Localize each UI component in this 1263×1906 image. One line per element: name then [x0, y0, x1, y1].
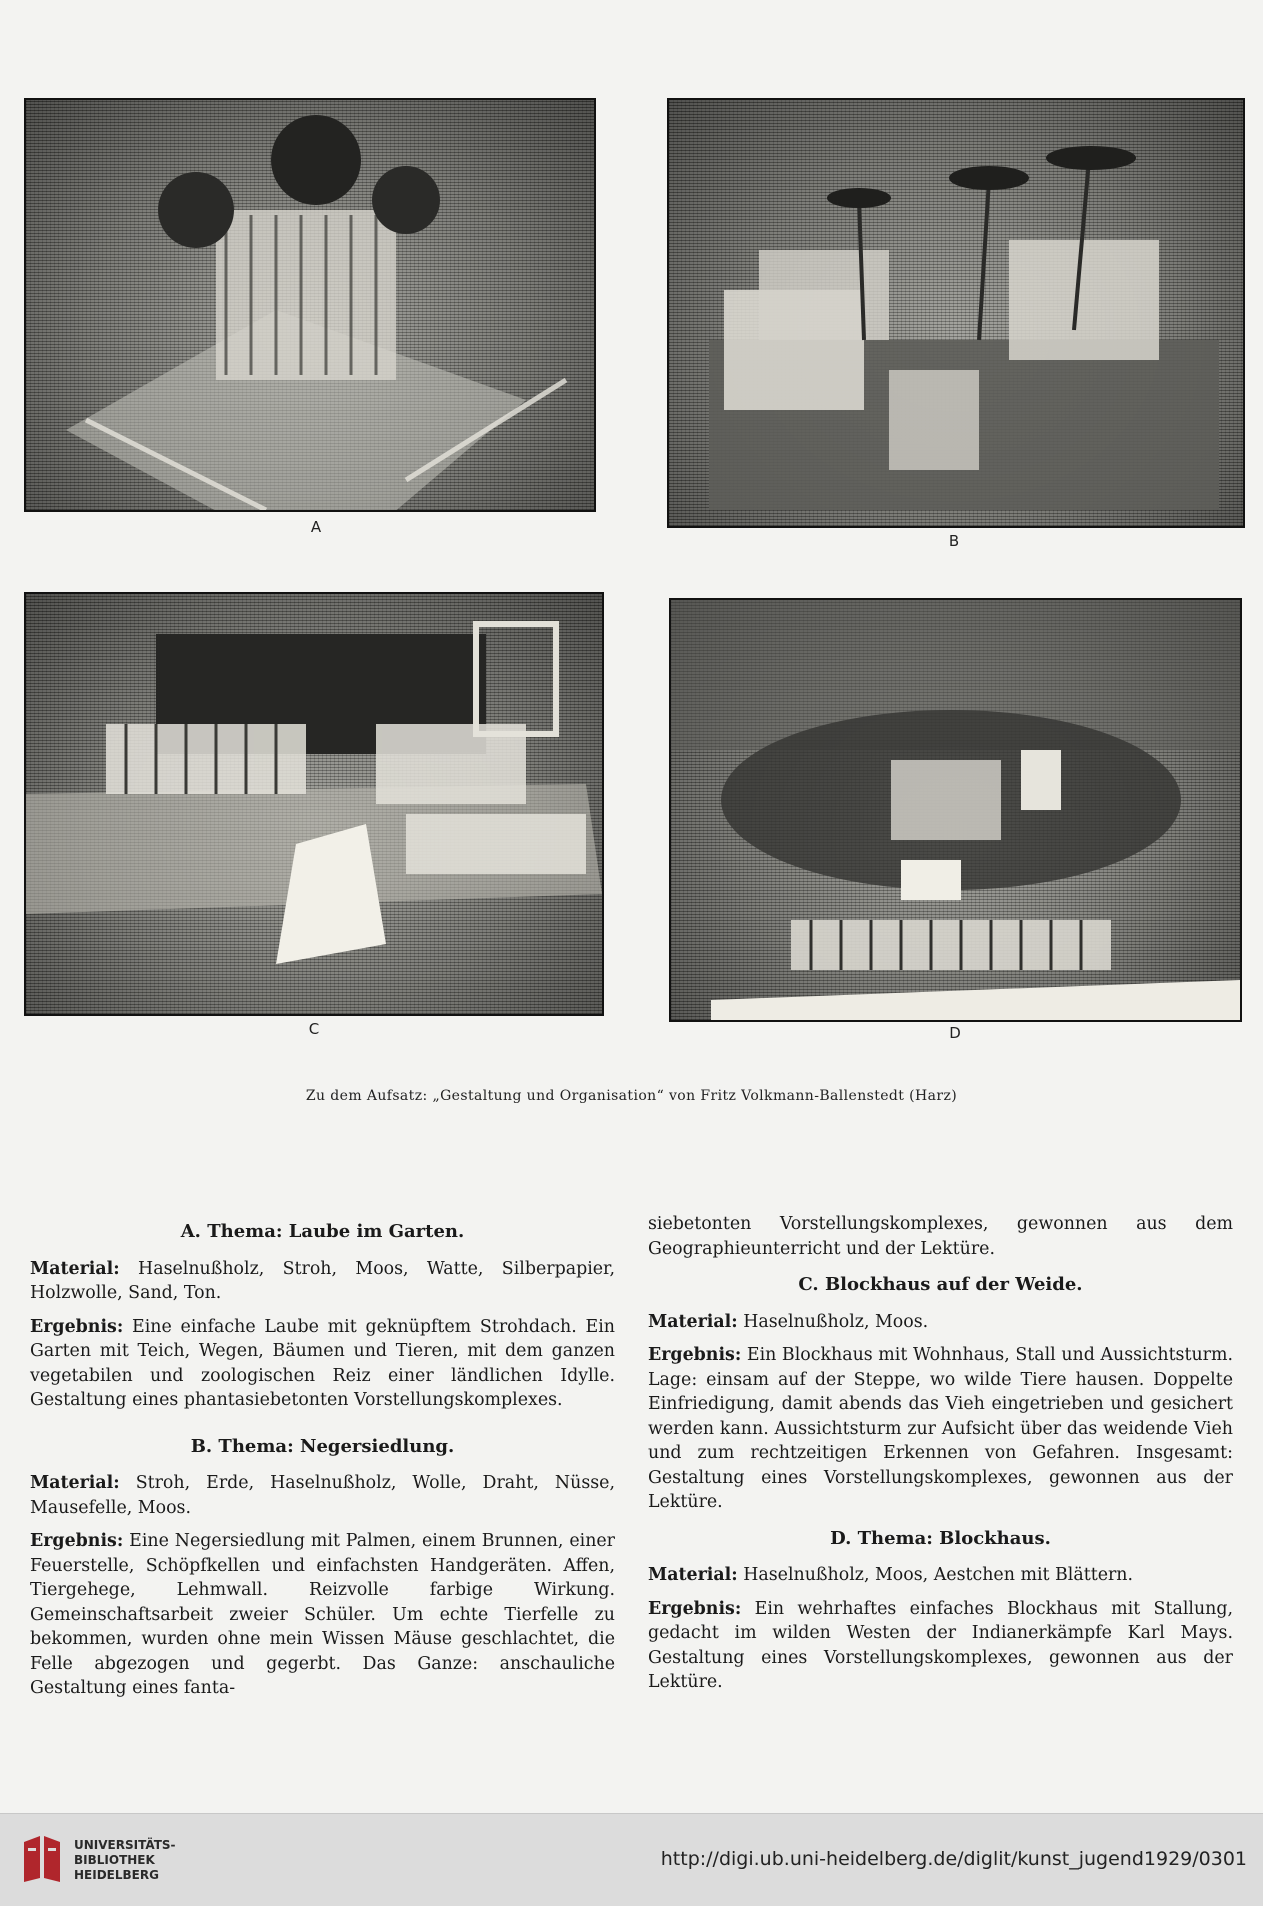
figure-b-illustration [669, 100, 1243, 526]
logo-line-2: BIBLIOTHEK [74, 1853, 155, 1867]
figure-d-illustration [671, 600, 1240, 1020]
section-a-result-text: Eine einfache Laube mit geknüpftem Strohdach. Ein Garten mit Teich, Wegen, Bäumen und Tieren, mit dem ganzen vegetabilen und zoologischen Reiz einer ländlichen Idylle. Gestaltung eines phantasiebetonten Vorstellungskomplexes. [30, 1316, 616, 1410]
logo-line-3: HEIDELBERG [74, 1868, 159, 1882]
section-c-result-text: Ein Blockhaus mit Wohnhaus, Stall und Aussichtsturm. Lage: einsam auf der Steppe, wo wilde Tiere hausen. Doppelte Einfriedigung, damit abends das Vieh eingetrieben und gesichert werden kann. Aussichtsturm zur Aufsicht über das weidende Vieh und zum rechtzeitigen Erkennen von Gefahren. Insgesamt: Gestaltung eines Vorstellungskomplexes, gewonnen aus der Lektüre. [648, 1345, 1233, 1512]
figure-a-illustration [26, 100, 594, 510]
figure-c-photo [24, 592, 604, 1016]
section-a-material-label: Material: [30, 1258, 120, 1279]
section-a-result-label: Ergebnis: [30, 1316, 124, 1337]
figure-b-photo [667, 98, 1245, 528]
section-b-material-text: Stroh, Erde, Haselnußholz, Wolle, Draht, Nüsse, Mausefelle, Moos. [30, 1473, 615, 1518]
logo-line-1: UNIVERSITÄTS- [74, 1838, 176, 1852]
section-d-result-label: Ergebnis: [648, 1598, 742, 1619]
right-column [648, 1212, 1233, 1704]
section-b-result [30, 1529, 615, 1701]
figure-a-photo [24, 98, 596, 512]
section-b-material-label: Material: [30, 1473, 120, 1493]
figure-b-label: B [948, 532, 960, 550]
section-c-material [648, 1310, 1233, 1335]
section-a-result [30, 1315, 615, 1413]
figure-caption: Zu dem Aufsatz: „Gestaltung und Organisation“ von Fritz Volkmann-Ballenstedt (Harz) [305, 1088, 958, 1104]
figure-c-label: C [308, 1020, 320, 1038]
section-c-heading: C. Blockhaus auf der Weide. [798, 1274, 1083, 1295]
footer-bar [0, 1813, 1263, 1906]
section-a-material [30, 1257, 615, 1306]
left-column [30, 1208, 615, 1710]
section-c-result [648, 1343, 1233, 1515]
section-c-result-label: Ergebnis: [648, 1345, 742, 1365]
section-b-material [30, 1471, 615, 1520]
section-c-material-text: Haselnußholz, Moos. [743, 1311, 929, 1332]
permalink-url[interactable]: http://digi.ub.uni-heidelberg.de/diglit/kunst_jugend1929/0301 [660, 1848, 1247, 1870]
section-d-material [648, 1563, 1233, 1588]
figure-d-photo [669, 598, 1242, 1022]
section-d-material-label: Material: [648, 1565, 738, 1585]
section-b-heading: B. Thema: Negersiedlung. [190, 1435, 455, 1457]
figure-a-label: A [310, 518, 322, 536]
section-b-result-label: Ergebnis: [30, 1531, 124, 1551]
figure-d-label: D [949, 1024, 961, 1042]
section-b-continued: siebetonten Vorstellungskomplexes, gewonnen aus dem Geographieunterricht und der Lektüre. [648, 1214, 1233, 1259]
section-d-heading: D. Thema: Blockhaus. [830, 1527, 1051, 1549]
figure-c-illustration [26, 594, 602, 1014]
section-d-result-text: Ein wehrhaftes einfaches Blockhaus mit Stallung, gedacht im wilden Westen der Indianerkämpfe Karl Mays. Gestaltung eines Vorstellungskomplexes, gewonnen aus der Lektüre. [648, 1598, 1234, 1692]
section-a-material-text: Haselnußholz, Stroh, Moos, Watte, Silberpapier, Holzwolle, Sand, Ton. [30, 1258, 615, 1303]
section-d-result [648, 1597, 1233, 1695]
section-c-material-label: Material: [648, 1311, 738, 1332]
section-b-result-text: Eine Negersiedlung mit Palmen, einem Brunnen, einer Feuerstelle, Schöpfkellen und einfachsten Handgeräten. Affen, Tiergehege, Lehmwall. Reizvolle farbige Wirkung. Gemeinschaftsarbeit zweier Schüler. Um echte Tierfelle zu bekommen, wurden ohne mein Wissen Mäuse geschlachtet, die Felle abgezogen und gegerbt. Das Ganze: anschauliche Gestaltung eines fanta- [30, 1531, 615, 1698]
university-library-logo-icon [18, 1834, 68, 1884]
section-d-material-text: Haselnußholz, Moos, Aestchen mit Blättern. [743, 1565, 1134, 1585]
section-a-heading: A. Thema: Laube im Garten. [180, 1221, 465, 1242]
university-library-name[interactable] [74, 1838, 176, 1883]
